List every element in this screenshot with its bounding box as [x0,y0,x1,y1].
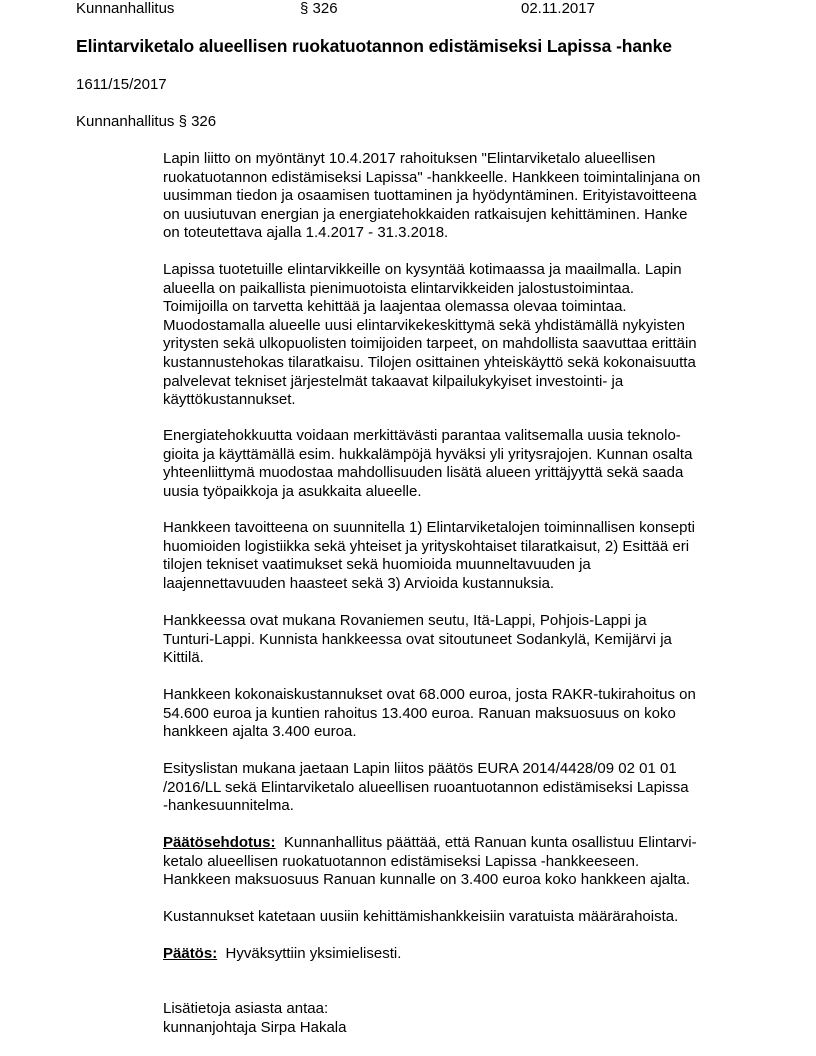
contact-line: Lisätietoja asiasta antaa: [163,1000,329,1017]
text-line: Hankkeen tavoitteena on suunnitella 1) Elintarviketalojen toiminnallisen konsepti [163,519,695,536]
text-line: huomioiden logistiikka sekä yhteiset ja yrityskohtaiset tilaratkaisut, 2) Esittää eri [163,537,690,555]
text-line: yhteenliittymä muodostaa mahdollisuuden lisätä alueen yrittäjyyttä sekä saada [163,464,684,482]
text-line: Kustannukset katetaan uusiin kehittämishankkeisiin varatuista määrärahoista. [163,908,679,925]
costs-note [163,908,763,927]
text-line: uusimman tiedon ja osaamisen tuottaminen ja hyödyntäminen. Erityistavoitteena [163,187,697,205]
text-line: /2016/LL sekä Elintarviketalo alueellisen ruoantuotannon edistämiseksi Lapissa [163,778,689,796]
text-line: gioita ja käyttämällä esim. hukkalämpöjä hyväksi yli yritysrajojen. Kunnan osalta [163,445,693,463]
text-line [163,834,763,853]
text-line: hankkeen ajalta 3.400 euroa. [163,723,357,741]
header-section: § 326 [300,0,338,17]
text-line: tilojen tekniset vaatimukset sekä huomioida muunneltavuuden ja [163,556,591,574]
text-line: Kittilä. [163,649,204,667]
text-line: Hankkeen kokonaiskustannukset ovat 68.000 euroa, josta RAKR-tukirahoitus on [163,686,696,703]
paragraph-energy [163,427,763,501]
decision [163,945,763,964]
paragraph-participants [163,612,763,668]
text-line: on toteutettava ajalla 1.4.2017 - 31.3.2018. [163,224,449,242]
proposal-label: Päätösehdotus: [163,834,276,851]
text-line: kustannustehokas tilaratkaisu. Tilojen osittainen yhteiskäyttö sekä kokonaisuutta [163,353,696,371]
text-line [163,945,763,964]
header-date: 02.11.2017 [521,0,595,17]
text-line: uusia työpaikkoja ja asukkaita alueelle. [163,482,422,500]
decision-label: Päätös: [163,945,218,962]
text-line: Lapin liitto on myöntänyt 10.4.2017 rahoituksen "Elintarviketalo alueellisen [163,150,656,167]
paragraph-demand [163,261,763,410]
proposal-text: Kunnanhallitus päättää, että Ranuan kunta osallistuu Elintarvi- [283,834,697,851]
text-line: Toimijoilla on tarvetta kehittää ja laajentaa olemassa olevaa toimintaa. [163,298,627,316]
section-subheading: Kunnanhallitus § 326 [76,113,217,130]
text-line: 54.600 euroa ja kuntien rahoitus 13.400 euroa. Ranuan maksuosuus on koko [163,704,676,722]
text-line: ketalo alueellisen ruokatuotannon edistämiseksi Lapissa -hankkeeseen. [163,852,640,870]
decision-text: Hyväksyttiin yksimielisesti. [225,945,402,962]
document-title: Elintarviketalo alueellisen ruokatuotannon edistämiseksi Lapissa -hanke [76,36,672,56]
text-line: palvelevat tekniset järjestelmät takaavat kilpailukykyiset investointi- ja [163,372,624,390]
text-line: yritysten sekä ulkopuolisten toimijoiden tarpeet, on mahdollista saavuttaa erittäin [163,335,697,353]
header-organ: Kunnanhallitus [76,0,175,17]
text-line: alueella on paikallista pienimuotoista elintarvikkeiden jalostustoimintaa. [163,279,635,297]
text-line: Esityslistan mukana jaetaan Lapin liitos päätös EURA 2014/4428/09 02 01 01 [163,760,677,777]
contact-line: kunnanjohtaja Sirpa Hakala [163,1018,347,1036]
text-line: ruokatuotannon edistämiseksi Lapissa" -hankkeelle. Hankkeen toimintalinjana on [163,168,701,186]
text-line: Lapissa tuotetuille elintarvikkeille on kysyntää kotimaassa ja maailmalla. Lapin [163,261,682,278]
paragraph-attachments [163,760,763,816]
text-line: Tunturi-Lappi. Kunnista hankkeessa ovat sitoutuneet Sodankylä, Kemijärvi ja [163,630,672,648]
paragraph-goals [163,519,763,593]
text-line: Hankkeen maksuosuus Ranuan kunnalle on 3.400 euroa koko hankkeen ajalta. [163,871,691,889]
text-line: Energiatehokkuutta voidaan merkittävästi parantaa valitsemalla uusia teknolo- [163,427,681,444]
text-line: käyttökustannukset. [163,391,296,409]
paragraph-costs [163,686,763,742]
text-line: laajennettavuuden haasteet sekä 3) Arvioida kustannuksia. [163,574,555,592]
text-line: on uusiutuvan energian ja energiatehokkaiden ratkaisujen kehittäminen. Hanke [163,205,688,223]
contact-info [163,1000,763,1037]
text-line: Muodostamalla alueelle uusi elintarvikekeskittymä sekä yhdistämällä nykyisten [163,316,685,334]
text-line: Hankkeessa ovat mukana Rovaniemen seutu, Itä-Lappi, Pohjois-Lappi ja [163,612,647,629]
text-line: -hankesuunnitelma. [163,797,294,815]
paragraph-funding [163,150,763,243]
document-number: 1611/15/2017 [76,76,167,93]
decision-proposal [163,834,763,890]
